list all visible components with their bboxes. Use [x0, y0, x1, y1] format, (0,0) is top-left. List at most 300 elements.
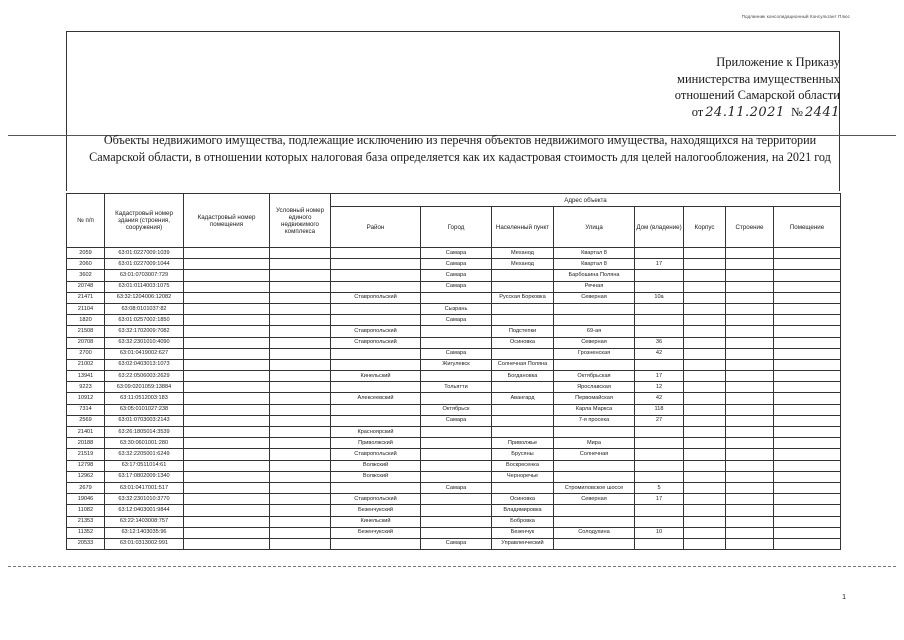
- cell-stroenie: [726, 315, 774, 326]
- cell-building-cadastral: 63:02:0403013:1073: [105, 359, 184, 370]
- cell-num: 21401: [67, 427, 105, 438]
- cell-settlement: Русская Борковка: [492, 292, 554, 303]
- cell-room: [774, 505, 841, 516]
- cell-korpus: [684, 348, 726, 359]
- cell-complex-number: [270, 516, 331, 527]
- cell-num: 21508: [67, 326, 105, 337]
- cell-stroenie: [726, 393, 774, 404]
- cell-stroenie: [726, 248, 774, 259]
- cell-room: [774, 471, 841, 482]
- cell-settlement: Брусяны: [492, 449, 554, 460]
- table-row: [67, 337, 841, 348]
- cell-building-cadastral: 63:30:0601001:280: [105, 438, 184, 449]
- col-header-house: Дом (владение): [635, 207, 684, 248]
- cell-room: [774, 337, 841, 348]
- cell-korpus: [684, 371, 726, 382]
- cell-city: [421, 516, 492, 527]
- cell-stroenie: [726, 337, 774, 348]
- cell-room: [774, 449, 841, 460]
- cell-korpus: [684, 415, 726, 426]
- col-header-room: Помещение: [774, 207, 841, 248]
- cell-stroenie: [726, 281, 774, 292]
- cell-building-cadastral: 63:08:0101037:82: [105, 303, 184, 314]
- cell-district: Ставропольский: [331, 326, 421, 337]
- cell-complex-number: [270, 494, 331, 505]
- scan-artifact-line-bottom: [8, 566, 896, 567]
- cell-complex-number: [270, 371, 331, 382]
- cell-city: [421, 494, 492, 505]
- cell-city: [421, 449, 492, 460]
- cell-building-cadastral: 63:01:0703003:2143: [105, 415, 184, 426]
- cell-stroenie: [726, 505, 774, 516]
- cell-district: Красноярский: [331, 427, 421, 438]
- cell-house: 42: [635, 393, 684, 404]
- cell-complex-number: [270, 449, 331, 460]
- cell-city: [421, 326, 492, 337]
- cell-settlement: [492, 427, 554, 438]
- table-row: [67, 259, 841, 270]
- cell-settlement: Осиновка: [492, 494, 554, 505]
- cell-district: Ставропольский: [331, 337, 421, 348]
- cell-num: 20188: [67, 438, 105, 449]
- cell-building-cadastral: 63:26:1805014:3539: [105, 427, 184, 438]
- cell-settlement: Механод: [492, 259, 554, 270]
- appendix-line-3: отношений Самарской области: [674, 88, 840, 102]
- cell-korpus: [684, 270, 726, 281]
- cell-num: 2569: [67, 415, 105, 426]
- table-header-row-1: [67, 194, 841, 207]
- cell-city: [421, 393, 492, 404]
- cell-city: [421, 371, 492, 382]
- cell-premise-cadastral: [184, 516, 270, 527]
- cell-room: [774, 315, 841, 326]
- cell-district: Ставропольский: [331, 292, 421, 303]
- cell-house: 5: [635, 482, 684, 493]
- cell-premise-cadastral: [184, 326, 270, 337]
- cell-stroenie: [726, 438, 774, 449]
- cell-district: Ставропольский: [331, 494, 421, 505]
- cell-house: [635, 538, 684, 549]
- cell-district: Безенчукский: [331, 527, 421, 538]
- cell-building-cadastral: 63:12:0403001:9844: [105, 505, 184, 516]
- cell-premise-cadastral: [184, 337, 270, 348]
- cell-building-cadastral: 63:01:0227009:1044: [105, 259, 184, 270]
- cell-stroenie: [726, 382, 774, 393]
- col-header-district: Район: [331, 207, 421, 248]
- cell-complex-number: [270, 427, 331, 438]
- cell-complex-number: [270, 359, 331, 370]
- cell-district: [331, 482, 421, 493]
- cell-premise-cadastral: [184, 427, 270, 438]
- cell-korpus: [684, 527, 726, 538]
- cell-house: [635, 326, 684, 337]
- cell-city: [421, 438, 492, 449]
- cell-city: Жигулевск: [421, 359, 492, 370]
- cell-city: Самара: [421, 281, 492, 292]
- cell-korpus: [684, 404, 726, 415]
- cell-korpus: [684, 471, 726, 482]
- cell-room: [774, 382, 841, 393]
- cell-num: 10912: [67, 393, 105, 404]
- cell-room: [774, 404, 841, 415]
- cell-district: [331, 415, 421, 426]
- cell-korpus: [684, 248, 726, 259]
- cell-stroenie: [726, 471, 774, 482]
- cell-street: Солнечная: [554, 449, 635, 460]
- cell-korpus: [684, 259, 726, 270]
- cell-premise-cadastral: [184, 538, 270, 549]
- cell-city: Самара: [421, 259, 492, 270]
- cell-district: [331, 270, 421, 281]
- cell-building-cadastral: 63:32:1204006:12082: [105, 292, 184, 303]
- cell-city: [421, 292, 492, 303]
- cell-building-cadastral: 63:17:0511014:61: [105, 460, 184, 471]
- cell-num: 21104: [67, 303, 105, 314]
- cell-korpus: [684, 303, 726, 314]
- table-row: [67, 415, 841, 426]
- table-row: [67, 482, 841, 493]
- table-row: [67, 449, 841, 460]
- cell-num: 9223: [67, 382, 105, 393]
- appendix-header: [675, 54, 840, 121]
- cell-korpus: [684, 359, 726, 370]
- cell-stroenie: [726, 538, 774, 549]
- cell-house: 10: [635, 527, 684, 538]
- cell-num: 7314: [67, 404, 105, 415]
- cell-building-cadastral: 63:01:0257002:1850: [105, 315, 184, 326]
- cell-korpus: [684, 337, 726, 348]
- cell-street: Ярославская: [554, 382, 635, 393]
- cell-complex-number: [270, 248, 331, 259]
- col-header-premise-cadastral: Кадастровый номер помещения: [184, 194, 270, 248]
- cell-complex-number: [270, 404, 331, 415]
- cell-complex-number: [270, 482, 331, 493]
- cell-settlement: Владимировка: [492, 505, 554, 516]
- cell-num: 3602: [67, 270, 105, 281]
- cell-building-cadastral: 63:22:0506003:2629: [105, 371, 184, 382]
- cell-complex-number: [270, 505, 331, 516]
- source-watermark: Подлинник консолидационный Консультант Плюс: [741, 14, 850, 19]
- cell-city: Самара: [421, 248, 492, 259]
- table-row: [67, 505, 841, 516]
- cell-settlement: Подстепки: [492, 326, 554, 337]
- frame-left-border: [66, 31, 67, 191]
- cell-complex-number: [270, 438, 331, 449]
- cell-num: 2060: [67, 259, 105, 270]
- col-header-street: Улица: [554, 207, 635, 248]
- cell-district: [331, 382, 421, 393]
- cell-stroenie: [726, 359, 774, 370]
- cell-complex-number: [270, 527, 331, 538]
- cell-settlement: [492, 303, 554, 314]
- cell-premise-cadastral: [184, 270, 270, 281]
- cell-premise-cadastral: [184, 281, 270, 292]
- cell-city: Тольятти: [421, 382, 492, 393]
- cell-street: Мира: [554, 438, 635, 449]
- table-row: [67, 371, 841, 382]
- table-row: [67, 516, 841, 527]
- order-date-handwritten: 24.11.2021: [705, 104, 785, 120]
- order-reference: [675, 104, 840, 122]
- cell-house: 27: [635, 415, 684, 426]
- cell-house: 10а: [635, 292, 684, 303]
- cell-room: [774, 494, 841, 505]
- cell-premise-cadastral: [184, 359, 270, 370]
- cell-stroenie: [726, 270, 774, 281]
- cell-district: [331, 259, 421, 270]
- cell-num: 12962: [67, 471, 105, 482]
- cell-house: [635, 438, 684, 449]
- table-row: [67, 315, 841, 326]
- order-from-prefix: от: [691, 104, 704, 119]
- cell-num: 11352: [67, 527, 105, 538]
- cell-num: 21471: [67, 292, 105, 303]
- cell-premise-cadastral: [184, 494, 270, 505]
- order-number-handwritten: 2441: [804, 104, 840, 120]
- table-row: [67, 460, 841, 471]
- cell-district: [331, 404, 421, 415]
- cell-street: Грозненская: [554, 348, 635, 359]
- cell-korpus: [684, 438, 726, 449]
- cell-district: [331, 348, 421, 359]
- cell-street: Квартал 8: [554, 248, 635, 259]
- cell-city: Самара: [421, 538, 492, 549]
- cell-stroenie: [726, 371, 774, 382]
- cell-premise-cadastral: [184, 482, 270, 493]
- cell-premise-cadastral: [184, 527, 270, 538]
- cell-city: Сызрань: [421, 303, 492, 314]
- cell-district: [331, 303, 421, 314]
- cell-korpus: [684, 516, 726, 527]
- cell-settlement: [492, 315, 554, 326]
- cell-street: Речная: [554, 281, 635, 292]
- cell-house: 42: [635, 348, 684, 359]
- cell-building-cadastral: 63:01:0227009:1039: [105, 248, 184, 259]
- table-row: [67, 382, 841, 393]
- cell-korpus: [684, 494, 726, 505]
- cell-stroenie: [726, 427, 774, 438]
- cell-settlement: [492, 270, 554, 281]
- col-header-city: Город: [421, 207, 492, 248]
- cell-house: [635, 315, 684, 326]
- cell-city: [421, 337, 492, 348]
- cell-building-cadastral: 63:05:0101027:238: [105, 404, 184, 415]
- cell-korpus: [684, 449, 726, 460]
- cell-district: Волжский: [331, 460, 421, 471]
- cell-city: Самара: [421, 270, 492, 281]
- page-number: 1: [842, 594, 846, 601]
- cell-street: [554, 359, 635, 370]
- cell-premise-cadastral: [184, 371, 270, 382]
- cell-num: 2679: [67, 482, 105, 493]
- cell-room: [774, 371, 841, 382]
- cell-complex-number: [270, 460, 331, 471]
- cell-premise-cadastral: [184, 315, 270, 326]
- col-header-num: № п/п: [67, 194, 105, 248]
- cell-settlement: Управленческий: [492, 538, 554, 549]
- cell-settlement: Приволжье: [492, 438, 554, 449]
- cell-korpus: [684, 538, 726, 549]
- table-row: [67, 248, 841, 259]
- cell-korpus: [684, 382, 726, 393]
- order-number-prefix: №: [790, 104, 803, 119]
- col-header-complex-number: Условный номер единого недвижимого комплекса: [270, 194, 331, 248]
- cell-complex-number: [270, 471, 331, 482]
- cell-district: [331, 281, 421, 292]
- appendix-line-1: Приложение к Приказу: [716, 55, 840, 69]
- cell-stroenie: [726, 259, 774, 270]
- table-row: [67, 471, 841, 482]
- table-row: [67, 281, 841, 292]
- cell-city: Октябрьск: [421, 404, 492, 415]
- table-row: [67, 438, 841, 449]
- cell-complex-number: [270, 538, 331, 549]
- col-header-korpus: Корпус: [684, 207, 726, 248]
- cell-street: Барбошина Поляна: [554, 270, 635, 281]
- cell-house: [635, 248, 684, 259]
- cell-house: [635, 359, 684, 370]
- cell-room: [774, 292, 841, 303]
- table-row: [67, 494, 841, 505]
- table-row: [67, 538, 841, 549]
- cell-street: Карла Маркса: [554, 404, 635, 415]
- cell-premise-cadastral: [184, 471, 270, 482]
- cell-num: 21353: [67, 516, 105, 527]
- cell-settlement: [492, 382, 554, 393]
- cell-complex-number: [270, 393, 331, 404]
- cell-district: [331, 538, 421, 549]
- cell-num: 2059: [67, 248, 105, 259]
- cell-num: 1820: [67, 315, 105, 326]
- cell-street: Октябрьская: [554, 371, 635, 382]
- cell-complex-number: [270, 292, 331, 303]
- cell-building-cadastral: 63:32:2205001:6249: [105, 449, 184, 460]
- cell-stroenie: [726, 449, 774, 460]
- cell-num: 19046: [67, 494, 105, 505]
- cell-premise-cadastral: [184, 505, 270, 516]
- cell-house: [635, 303, 684, 314]
- cell-street: Северная: [554, 292, 635, 303]
- cell-building-cadastral: 63:32:2301010:4090: [105, 337, 184, 348]
- cell-settlement: [492, 281, 554, 292]
- table-row: [67, 326, 841, 337]
- cell-complex-number: [270, 270, 331, 281]
- cell-district: [331, 359, 421, 370]
- property-register-table: [66, 193, 841, 550]
- cell-stroenie: [726, 404, 774, 415]
- cell-house: 12: [635, 382, 684, 393]
- cell-num: 12798: [67, 460, 105, 471]
- table-row: [67, 393, 841, 404]
- cell-stroenie: [726, 527, 774, 538]
- cell-premise-cadastral: [184, 393, 270, 404]
- cell-num: 20533: [67, 538, 105, 549]
- cell-street: [554, 505, 635, 516]
- cell-settlement: [492, 482, 554, 493]
- table-row: [67, 270, 841, 281]
- cell-building-cadastral: 63:01:0419002:627: [105, 348, 184, 359]
- cell-settlement: [492, 415, 554, 426]
- cell-stroenie: [726, 516, 774, 527]
- cell-house: [635, 449, 684, 460]
- table-row: [67, 427, 841, 438]
- cell-complex-number: [270, 303, 331, 314]
- cell-premise-cadastral: [184, 460, 270, 471]
- col-header-stroenie: Строение: [726, 207, 774, 248]
- cell-room: [774, 281, 841, 292]
- col-header-settlement: Населенный пункт: [492, 207, 554, 248]
- cell-num: 21002: [67, 359, 105, 370]
- cell-house: [635, 427, 684, 438]
- cell-korpus: [684, 292, 726, 303]
- cell-house: [635, 281, 684, 292]
- cell-street: [554, 516, 635, 527]
- cell-room: [774, 527, 841, 538]
- cell-premise-cadastral: [184, 348, 270, 359]
- cell-building-cadastral: 63:22:1403008:757: [105, 516, 184, 527]
- cell-street: [554, 538, 635, 549]
- cell-korpus: [684, 427, 726, 438]
- cell-settlement: Богдановка: [492, 371, 554, 382]
- cell-street: [554, 460, 635, 471]
- col-header-building-cadastral: Кадастровый номер здания (строения, сооружения): [105, 194, 184, 248]
- table-row: [67, 404, 841, 415]
- table-row: [67, 292, 841, 303]
- cell-city: [421, 427, 492, 438]
- cell-stroenie: [726, 460, 774, 471]
- cell-settlement: [492, 404, 554, 415]
- cell-premise-cadastral: [184, 259, 270, 270]
- cell-korpus: [684, 281, 726, 292]
- cell-city: Самара: [421, 315, 492, 326]
- table-row: [67, 303, 841, 314]
- cell-city: [421, 505, 492, 516]
- cell-room: [774, 303, 841, 314]
- cell-district: Безенчукский: [331, 505, 421, 516]
- cell-settlement: Механод: [492, 248, 554, 259]
- cell-settlement: Безенчук: [492, 527, 554, 538]
- cell-house: 17: [635, 371, 684, 382]
- cell-num: 20708: [67, 337, 105, 348]
- cell-num: 2700: [67, 348, 105, 359]
- document-title: Объекты недвижимого имущества, подлежащие исключению из перечня объектов недвижимого имущества, находящихся на территории Самарской области, в отношении которых налоговая база определяется как их кадастровая стоимость для целей налогообложения, на 2021 год: [89, 133, 831, 164]
- cell-settlement: Черноречье: [492, 471, 554, 482]
- cell-korpus: [684, 326, 726, 337]
- cell-city: Самара: [421, 482, 492, 493]
- cell-room: [774, 427, 841, 438]
- cell-complex-number: [270, 326, 331, 337]
- cell-room: [774, 326, 841, 337]
- cell-premise-cadastral: [184, 382, 270, 393]
- cell-district: Кинельский: [331, 516, 421, 527]
- cell-settlement: Бобровка: [492, 516, 554, 527]
- cell-complex-number: [270, 348, 331, 359]
- cell-premise-cadastral: [184, 248, 270, 259]
- cell-korpus: [684, 482, 726, 493]
- cell-building-cadastral: 63:09:0201059:13884: [105, 382, 184, 393]
- cell-room: [774, 415, 841, 426]
- cell-building-cadastral: 63:11:0512003:183: [105, 393, 184, 404]
- cell-settlement: Воскресенка: [492, 460, 554, 471]
- cell-complex-number: [270, 415, 331, 426]
- cell-room: [774, 359, 841, 370]
- cell-stroenie: [726, 415, 774, 426]
- cell-street: [554, 471, 635, 482]
- cell-house: [635, 471, 684, 482]
- cell-stroenie: [726, 494, 774, 505]
- cell-complex-number: [270, 281, 331, 292]
- cell-district: [331, 248, 421, 259]
